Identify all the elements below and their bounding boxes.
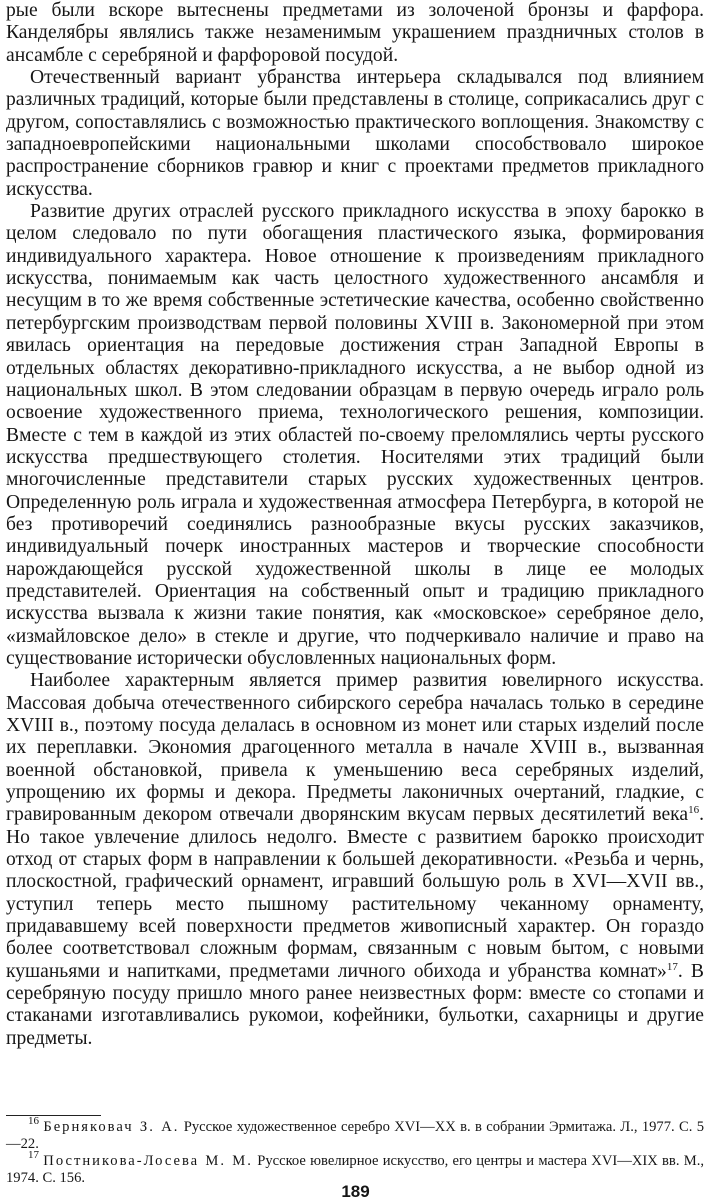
page-body — [6, 0, 704, 1050]
footnotes — [6, 1115, 705, 1187]
footnote-16-author: Берняковач З. А. — [43, 1119, 180, 1135]
paragraph-jewelry-part-2: . Но такое увлечение длилось недолго. Вместе с развитием барокко происходит отход от старых форм в направлении к большей декоративности. «Резьба и чернь, плоскостной, графический орнамент, игравший большую роль в XVI—XVII вв., уступил теперь место пышному растительному чеканному орнаменту, придававшему всей поверхности предметов живописный характер. Он гораздо более соответствовал сложным формам, связанным с новым бытом, с новыми кушаньями и напитками, предметами личного обихода и убранства комнат» — [6, 804, 704, 982]
paragraph-applied-arts: Развитие других отраслей русского прикладного искусства в эпоху барокко в целом следовало по пути обогащения пластического языка, формирования индивидуального характера. Новое отношение к произведениям прикладного искусства, понимаемым как часть целостного художественного ансамбля и несущим в то же время собственные эстетические качества, особенно свойственно петербургским производствам первой половины XVIII в. Закономерной при этом явилась ориентация на передовые достижения стран Западной Европы в отдельных областях декоративно-прикладного искусства, а не выбор одной из национальных школ. В этом следовании образцам в первую очередь играло роль освоение художественного приема, технологического решения, композиции. Вместе с тем в каждой из этих областей по-своему преломлялись черты русского искусства предшествующего столетия. Носителями этих традиций были многочисленные представители старых русских художественных центров. Определенную роль играла и художественная атмосфера Петербурга, в которой не без противоречий соединялись разнообразные вкусы русских заказчиков, индивидуальный почерк иностранных мастеров и творческие способности нарождающейся русской художественной школы в лице ее молодых представителей. Ориентация на собственный опыт и традицию прикладного искусства вызвала к жизни такие понятия, как «московское» серебряное дело, «измайловское дело» в стекле и другие, что подчеркивало наличие и право на существование исторически обусловленных национальных форм. — [6, 201, 704, 669]
paragraph-interior-traditions: Отечественный вариант убранства интерьера складывался под влиянием различных традиций, которые были представлены в столице, соприкасались друг с другом, сопоставлялись с возможностью практического воплощения. Знакомству с западноевропейскими национальными школами способствовало широкое распространение сборников гравюр и книг с проектами предметов прикладного искусства. — [6, 67, 704, 200]
footnote-17-text: Русское ювелирное искусство, его центры и мастера XVI—XIX вв. М., 1974. С. 156. — [6, 1153, 705, 1186]
footnote-ref-17[interactable]: 17 — [666, 960, 678, 973]
footnote-16 — [6, 1115, 704, 1153]
footnote-16-text: Русское художественное серебро XVI—XX в. в собрании Эрмитажа. Л., 1977. С. 5—22. — [6, 1119, 704, 1152]
footnote-16-number: 16 — [28, 1115, 39, 1127]
footnote-divider — [6, 1115, 101, 1116]
paragraph-jewelry — [6, 670, 704, 1050]
footnote-17-author: Постникова-Лосева М. М. — [43, 1153, 253, 1169]
paragraph-continued: рые были вскоре вытеснены предметами из золоченой бронзы и фарфора. Канделябры являлись также незаменимым украшением праздничных столов в ансамбле с серебряной и фарфоровой посудой. — [6, 0, 704, 66]
footnote-17-number: 17 — [28, 1149, 39, 1161]
paragraph-jewelry-part-3: . В серебряную посуду пришло много ранее неизвестных форм: вместе со стопами и стаканами изготавливались рукомои, кофейники, бульотки, сахарницы и другие предметы. — [6, 960, 704, 1049]
footnote-ref-16[interactable]: 16 — [688, 804, 700, 817]
paragraph-jewelry-part-1: Наиболее характерным является пример развития ювелирного искусства. Массовая добыча отечественного сибирского серебра началась только в середине XVIII в., поэтому посуда делалась в основном из монет или старых изделий после их переплавки. Экономия драгоценного металла в начале XVIII в., вызванная военной обстановкой, привела к уменьшению веса серебряных изделий, упрощению их формы и декора. Предметы лаконичных очертаний, гладкие, с гравированным декором отвечали дворянским вкусам первых десятилетий века — [6, 670, 704, 826]
page-number: 189 — [341, 1182, 370, 1201]
